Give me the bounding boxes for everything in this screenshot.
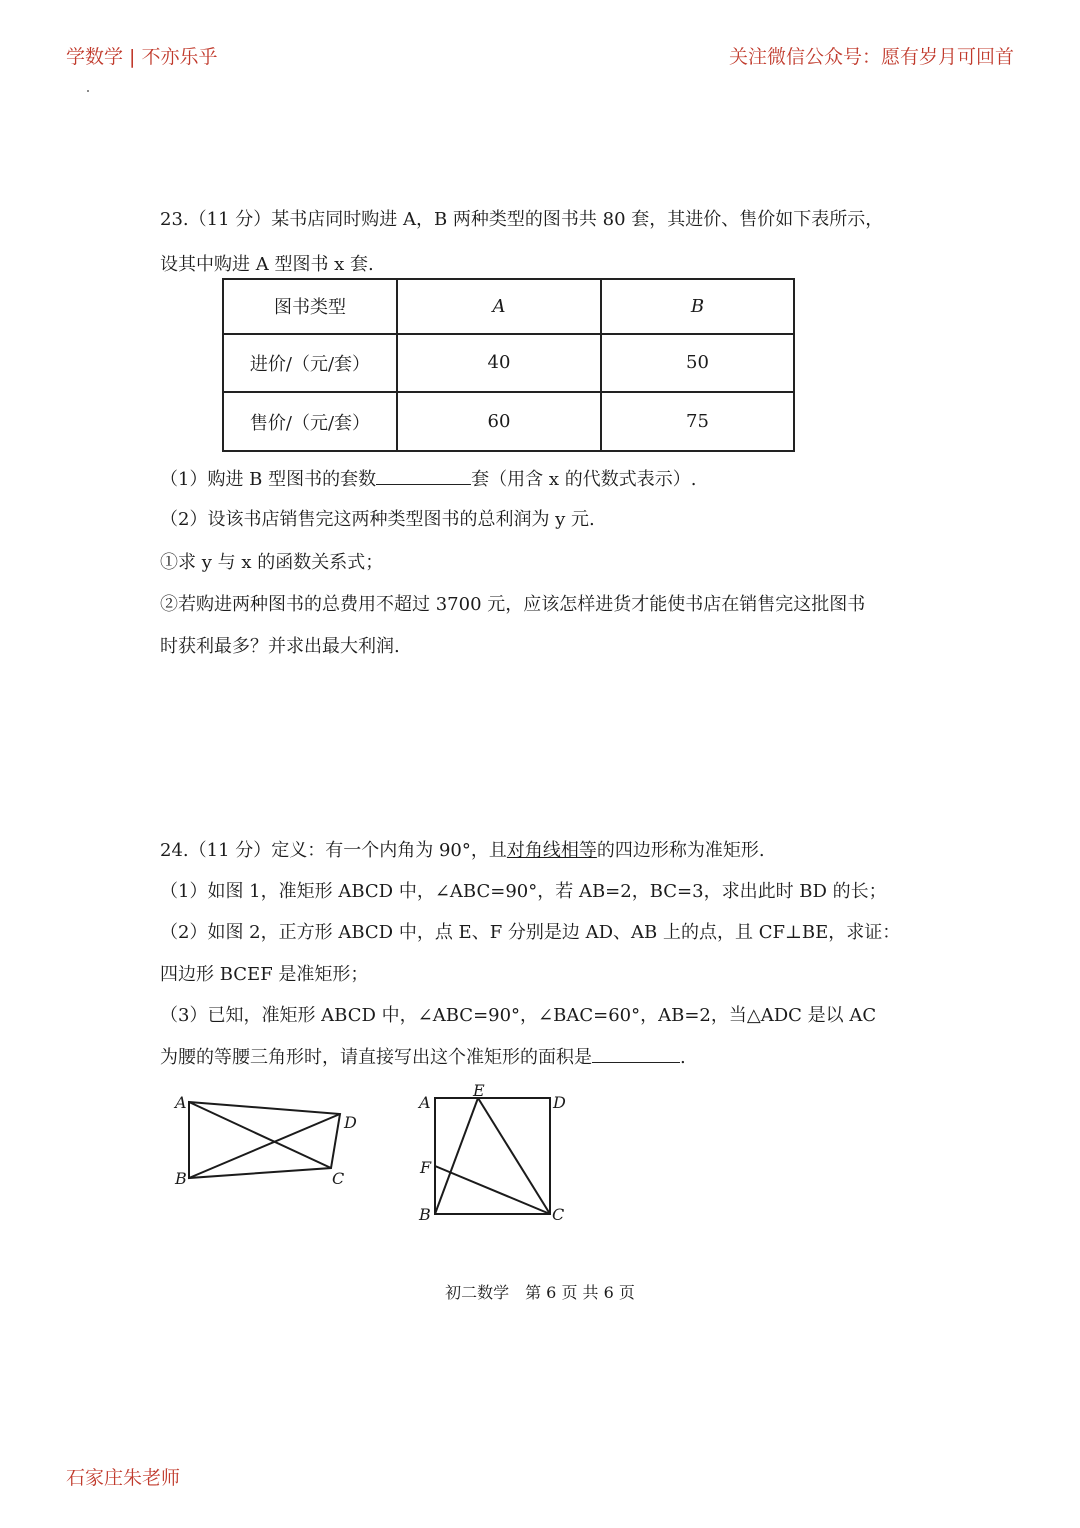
fig2-label-d: D	[553, 1093, 566, 1112]
q24-part1: （1）如图 1，准矩形 ABCD 中，∠ABC=90°，若 AB=2，BC=3，求出此时 BD 的长；	[160, 881, 887, 902]
fig2-label-a: A	[419, 1093, 431, 1112]
q24-part3-suffix: .	[680, 1047, 686, 1068]
fig2-label-e: E	[473, 1081, 485, 1100]
figure-2	[410, 1080, 580, 1225]
q23-sub2-line1: ②若购进两种图书的总费用不超过 3700 元，应该怎样进货才能使书店在销售完这批图书	[160, 594, 866, 615]
table-cell: 50	[601, 334, 794, 393]
q24-underlined-term: 对角线相等	[506, 840, 597, 861]
q24-line1	[160, 836, 765, 862]
page-footer: 初二数学 第 6 页 共 6 页	[445, 1283, 635, 1302]
figure-1	[170, 1088, 370, 1198]
fig2-square	[435, 1098, 550, 1214]
table-cell: 75	[601, 392, 794, 451]
fig1-label-a: A	[175, 1093, 187, 1112]
q24-part3-line1: （3）已知，准矩形 ABCD 中，∠ABC=90°，∠BAC=60°，AB=2，当△ADC 是以 AC	[160, 1005, 877, 1026]
watermark-bottom-left: 石家庄朱老师	[66, 1467, 181, 1489]
q23-sub2-line2: 时获利最多？并求出最大利润.	[160, 636, 400, 657]
fig1-label-d: D	[344, 1113, 357, 1132]
table-cell: 60	[397, 392, 601, 451]
table-cell: 售价/（元/套）	[223, 392, 397, 451]
q24-part3-line2	[160, 1043, 686, 1069]
fig2-label-b: B	[419, 1205, 431, 1224]
table-header-cell: A	[397, 279, 601, 334]
fig1-label-c: C	[332, 1169, 345, 1188]
table-cell: 40	[397, 334, 601, 393]
fig2-label-c: C	[552, 1205, 565, 1224]
fig2-segment-be	[435, 1098, 478, 1214]
answer-blank	[592, 1061, 680, 1063]
fig2-segment-cf	[435, 1166, 550, 1214]
fig2-segment-ce	[478, 1098, 550, 1214]
q23-part1-suffix: 套（用含 x 的代数式表示）.	[471, 469, 697, 490]
q24-line1-suffix: 的四边形称为准矩形.	[596, 840, 765, 861]
q24-part2-line2: 四边形 BCEF 是准矩形；	[160, 964, 369, 985]
table-header-cell: B	[601, 279, 794, 334]
q23-part2: （2）设该书店销售完这两种类型图书的总利润为 y 元.	[160, 509, 595, 530]
fig1-label-b: B	[175, 1169, 187, 1188]
watermark-top-left: 学数学 | 不亦乐乎	[66, 46, 218, 68]
price-table	[222, 278, 795, 452]
q23-line1: 23.（11 分）某书店同时购进 A，B 两种类型的图书共 80 套，其进价、售价如下表所示，	[160, 209, 884, 230]
table-header-cell: 图书类型	[223, 279, 397, 334]
fig2-label-f: F	[420, 1158, 432, 1177]
q23-part1	[160, 465, 696, 491]
q23-sub1: ①求 y 与 x 的函数关系式；	[160, 552, 384, 573]
watermark-top-right: 关注微信公众号：愿有岁月可回首	[728, 46, 1014, 68]
answer-blank	[376, 483, 471, 485]
q23-line2: 设其中购进 A 型图书 x 套.	[160, 254, 374, 275]
q24-part3-text: 为腰的等腰三角形时，请直接写出这个准矩形的面积是	[160, 1047, 592, 1068]
q23-part1-text: （1）购进 B 型图书的套数	[160, 469, 377, 490]
scan-dot	[87, 90, 89, 92]
q24-part2-line1: （2）如图 2，正方形 ABCD 中，点 E、F 分别是边 AD、AB 上的点，且 CF⊥BE，求证：	[160, 922, 901, 943]
table-cell: 进价/（元/套）	[223, 334, 397, 393]
q24-line1-text: 24.（11 分）定义：有一个内角为 90°，且	[160, 840, 507, 861]
